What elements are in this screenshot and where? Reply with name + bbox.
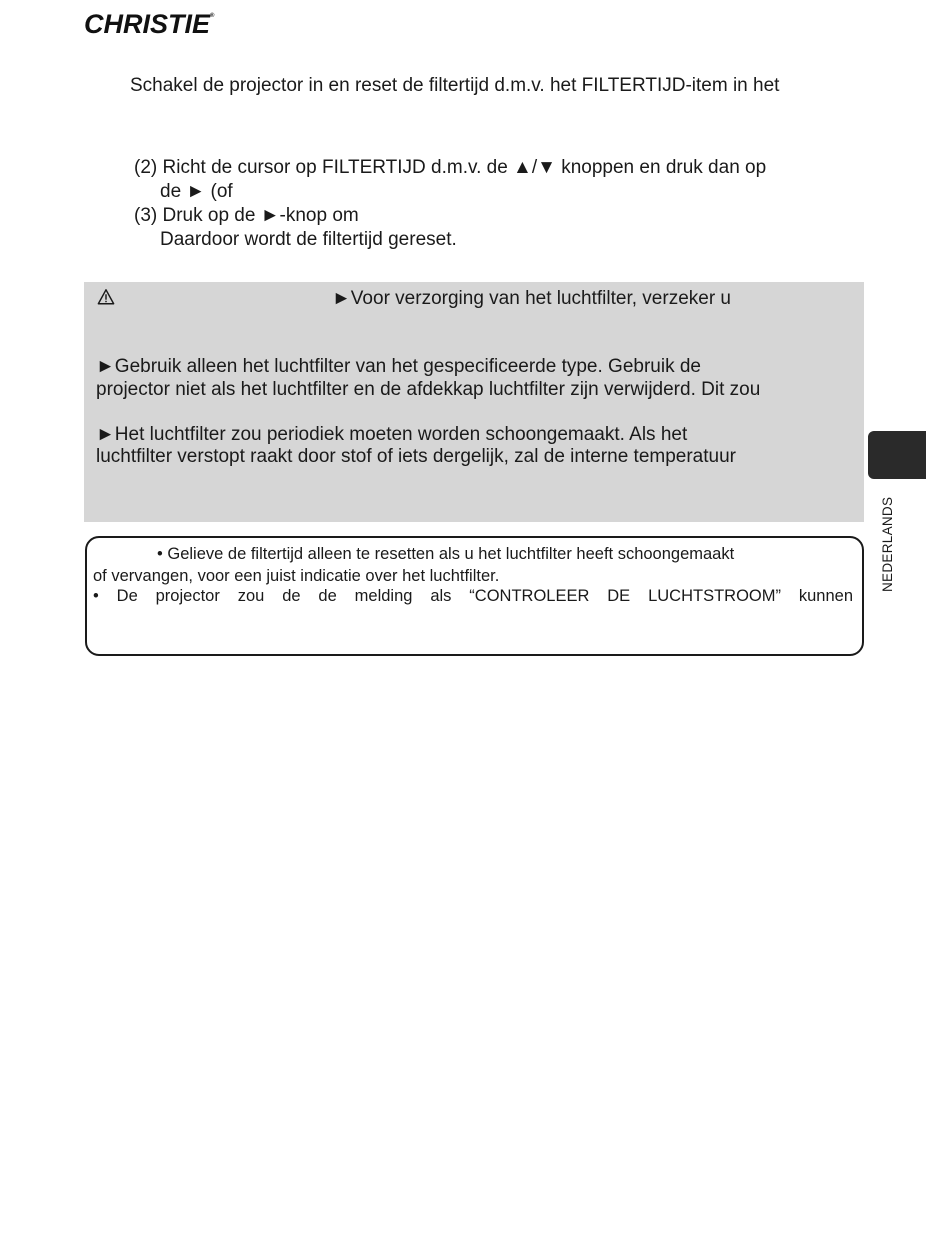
step-3-line-2: Daardoor wordt de filtertijd gereset. (160, 229, 457, 250)
caution-para3-line-2: luchtfilter verstopt raakt door stof of iets dergelijk, zal de interne temperatuur (96, 446, 736, 467)
caution-para3-line-1: ►Het luchtfilter zou periodiek moeten worden schoongemaakt. Als het (96, 424, 688, 445)
step-2-line-2: de ► (of (160, 181, 233, 202)
note-line-3: • De projector zou de de melding als “CONTROLEER DE LUCHTSTROOM” kunnen (93, 587, 853, 605)
warning-triangle-icon (97, 288, 115, 306)
caution-box (84, 282, 864, 522)
language-tab (868, 431, 926, 479)
intro-text: Schakel de projector in en reset de filtertijd d.m.v. het FILTERTIJD-item in het (130, 75, 780, 96)
caution-para2-line-2: projector niet als het luchtfilter en de afdekkap luchtfilter zijn verwijderd. Dit zou (96, 379, 761, 400)
language-label: NEDERLANDS (880, 496, 895, 592)
step-2-line-1: (2) Richt de cursor op FILTERTIJD d.m.v. de ▲/▼ knoppen en druk dan op (134, 157, 767, 178)
note-box (85, 536, 864, 656)
step-3-line-1: (3) Druk op de ►-knop om (134, 205, 359, 226)
note-line-1: • Gelieve de filtertijd alleen te resetten als u het luchtfilter heeft schoongemaakt (157, 545, 735, 563)
caution-para2-line-1: ►Gebruik alleen het luchtfilter van het gespecificeerde type. Gebruik de (96, 356, 701, 377)
caution-line-1: ►Voor verzorging van het luchtfilter, verzeker u (332, 288, 731, 309)
note-line-2: of vervangen, voor een juist indicatie over het luchtfilter. (93, 567, 500, 585)
christie-logo: CHRISTIE® (84, 9, 215, 39)
